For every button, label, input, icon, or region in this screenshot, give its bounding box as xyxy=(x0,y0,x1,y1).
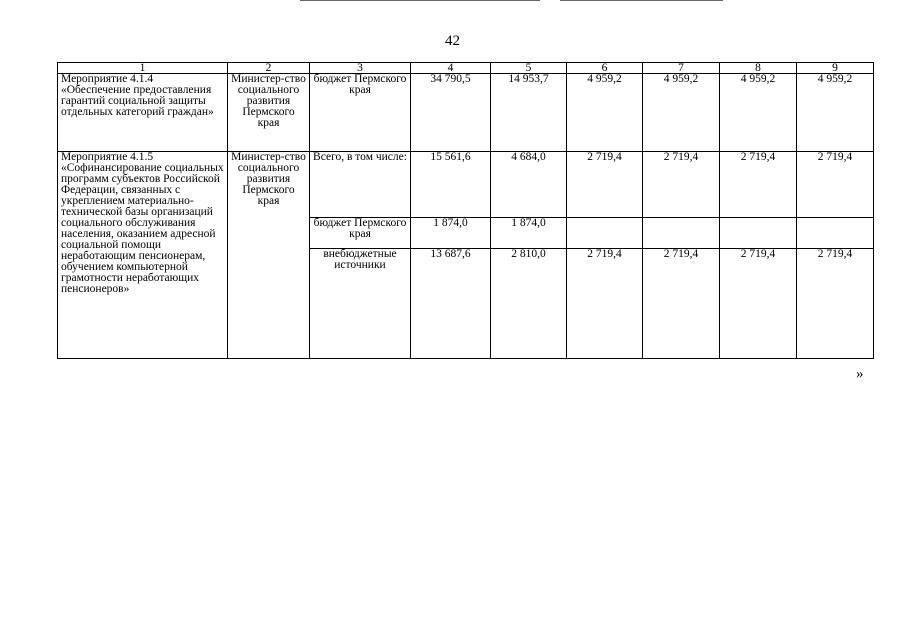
value-cell: 2 719,4 xyxy=(797,249,874,359)
value-cell: 13 687,6 xyxy=(411,249,491,359)
value-cell xyxy=(797,218,874,249)
value-cell: 4 959,2 xyxy=(567,74,643,152)
value-cell xyxy=(643,218,720,249)
funding-source: внебюджетные источники xyxy=(310,249,411,359)
column-header: 1 xyxy=(58,63,228,74)
value-cell: 4 959,2 xyxy=(643,74,720,152)
top-rule-left xyxy=(300,0,540,1)
value-cell: 2 810,0 xyxy=(491,249,567,359)
value-cell: 2 719,4 xyxy=(567,152,643,218)
column-header: 5 xyxy=(491,63,567,74)
value-cell xyxy=(720,218,797,249)
value-cell xyxy=(567,218,643,249)
table-header-row xyxy=(58,63,874,74)
column-header: 7 xyxy=(643,63,720,74)
value-cell: 14 953,7 xyxy=(491,74,567,152)
funding-source: Всего, в том числе: xyxy=(310,152,411,218)
responsible-ministry: Министер-ство социального развития Пермского края xyxy=(228,74,310,152)
value-cell: 34 790,5 xyxy=(411,74,491,152)
responsible-ministry: Министер-ство социального развития Пермского края xyxy=(228,152,310,359)
value-cell: 15 561,6 xyxy=(411,152,491,218)
value-cell: 2 719,4 xyxy=(643,249,720,359)
page-number: 42 xyxy=(445,33,460,49)
closing-quote: » xyxy=(856,366,864,382)
budget-table xyxy=(57,62,874,359)
value-cell: 4 684,0 xyxy=(491,152,567,218)
value-cell: 4 959,2 xyxy=(720,74,797,152)
value-cell: 2 719,4 xyxy=(720,249,797,359)
column-header: 4 xyxy=(411,63,491,74)
value-cell: 1 874,0 xyxy=(491,218,567,249)
funding-source: бюджет Пермского края xyxy=(310,218,411,249)
table-row xyxy=(58,152,874,218)
column-header: 3 xyxy=(310,63,411,74)
column-header: 8 xyxy=(720,63,797,74)
measure-title: Мероприятие 4.1.4 «Обеспечение предоставления гарантий социальной защиты отдельных категорий граждан» xyxy=(58,74,228,152)
top-rule-right xyxy=(560,0,723,1)
table-row xyxy=(58,74,874,152)
column-header: 6 xyxy=(567,63,643,74)
value-cell: 4 959,2 xyxy=(797,74,874,152)
value-cell: 2 719,4 xyxy=(797,152,874,218)
measure-title: Мероприятие 4.1.5 «Софинансирование социальных программ субъектов Российской Федерации, связанных с укреплением материально-технической базы организаций социального обслуживания населения, оказанием адресной социальной помощи неработающим пенсионерам, обучением компьютерной грамотности неработающих пенсионеров» xyxy=(58,152,228,359)
column-header: 9 xyxy=(797,63,874,74)
column-header: 2 xyxy=(228,63,310,74)
value-cell: 2 719,4 xyxy=(643,152,720,218)
funding-source: бюджет Пермского края xyxy=(310,74,411,152)
value-cell: 2 719,4 xyxy=(720,152,797,218)
value-cell: 1 874,0 xyxy=(411,218,491,249)
value-cell: 2 719,4 xyxy=(567,249,643,359)
